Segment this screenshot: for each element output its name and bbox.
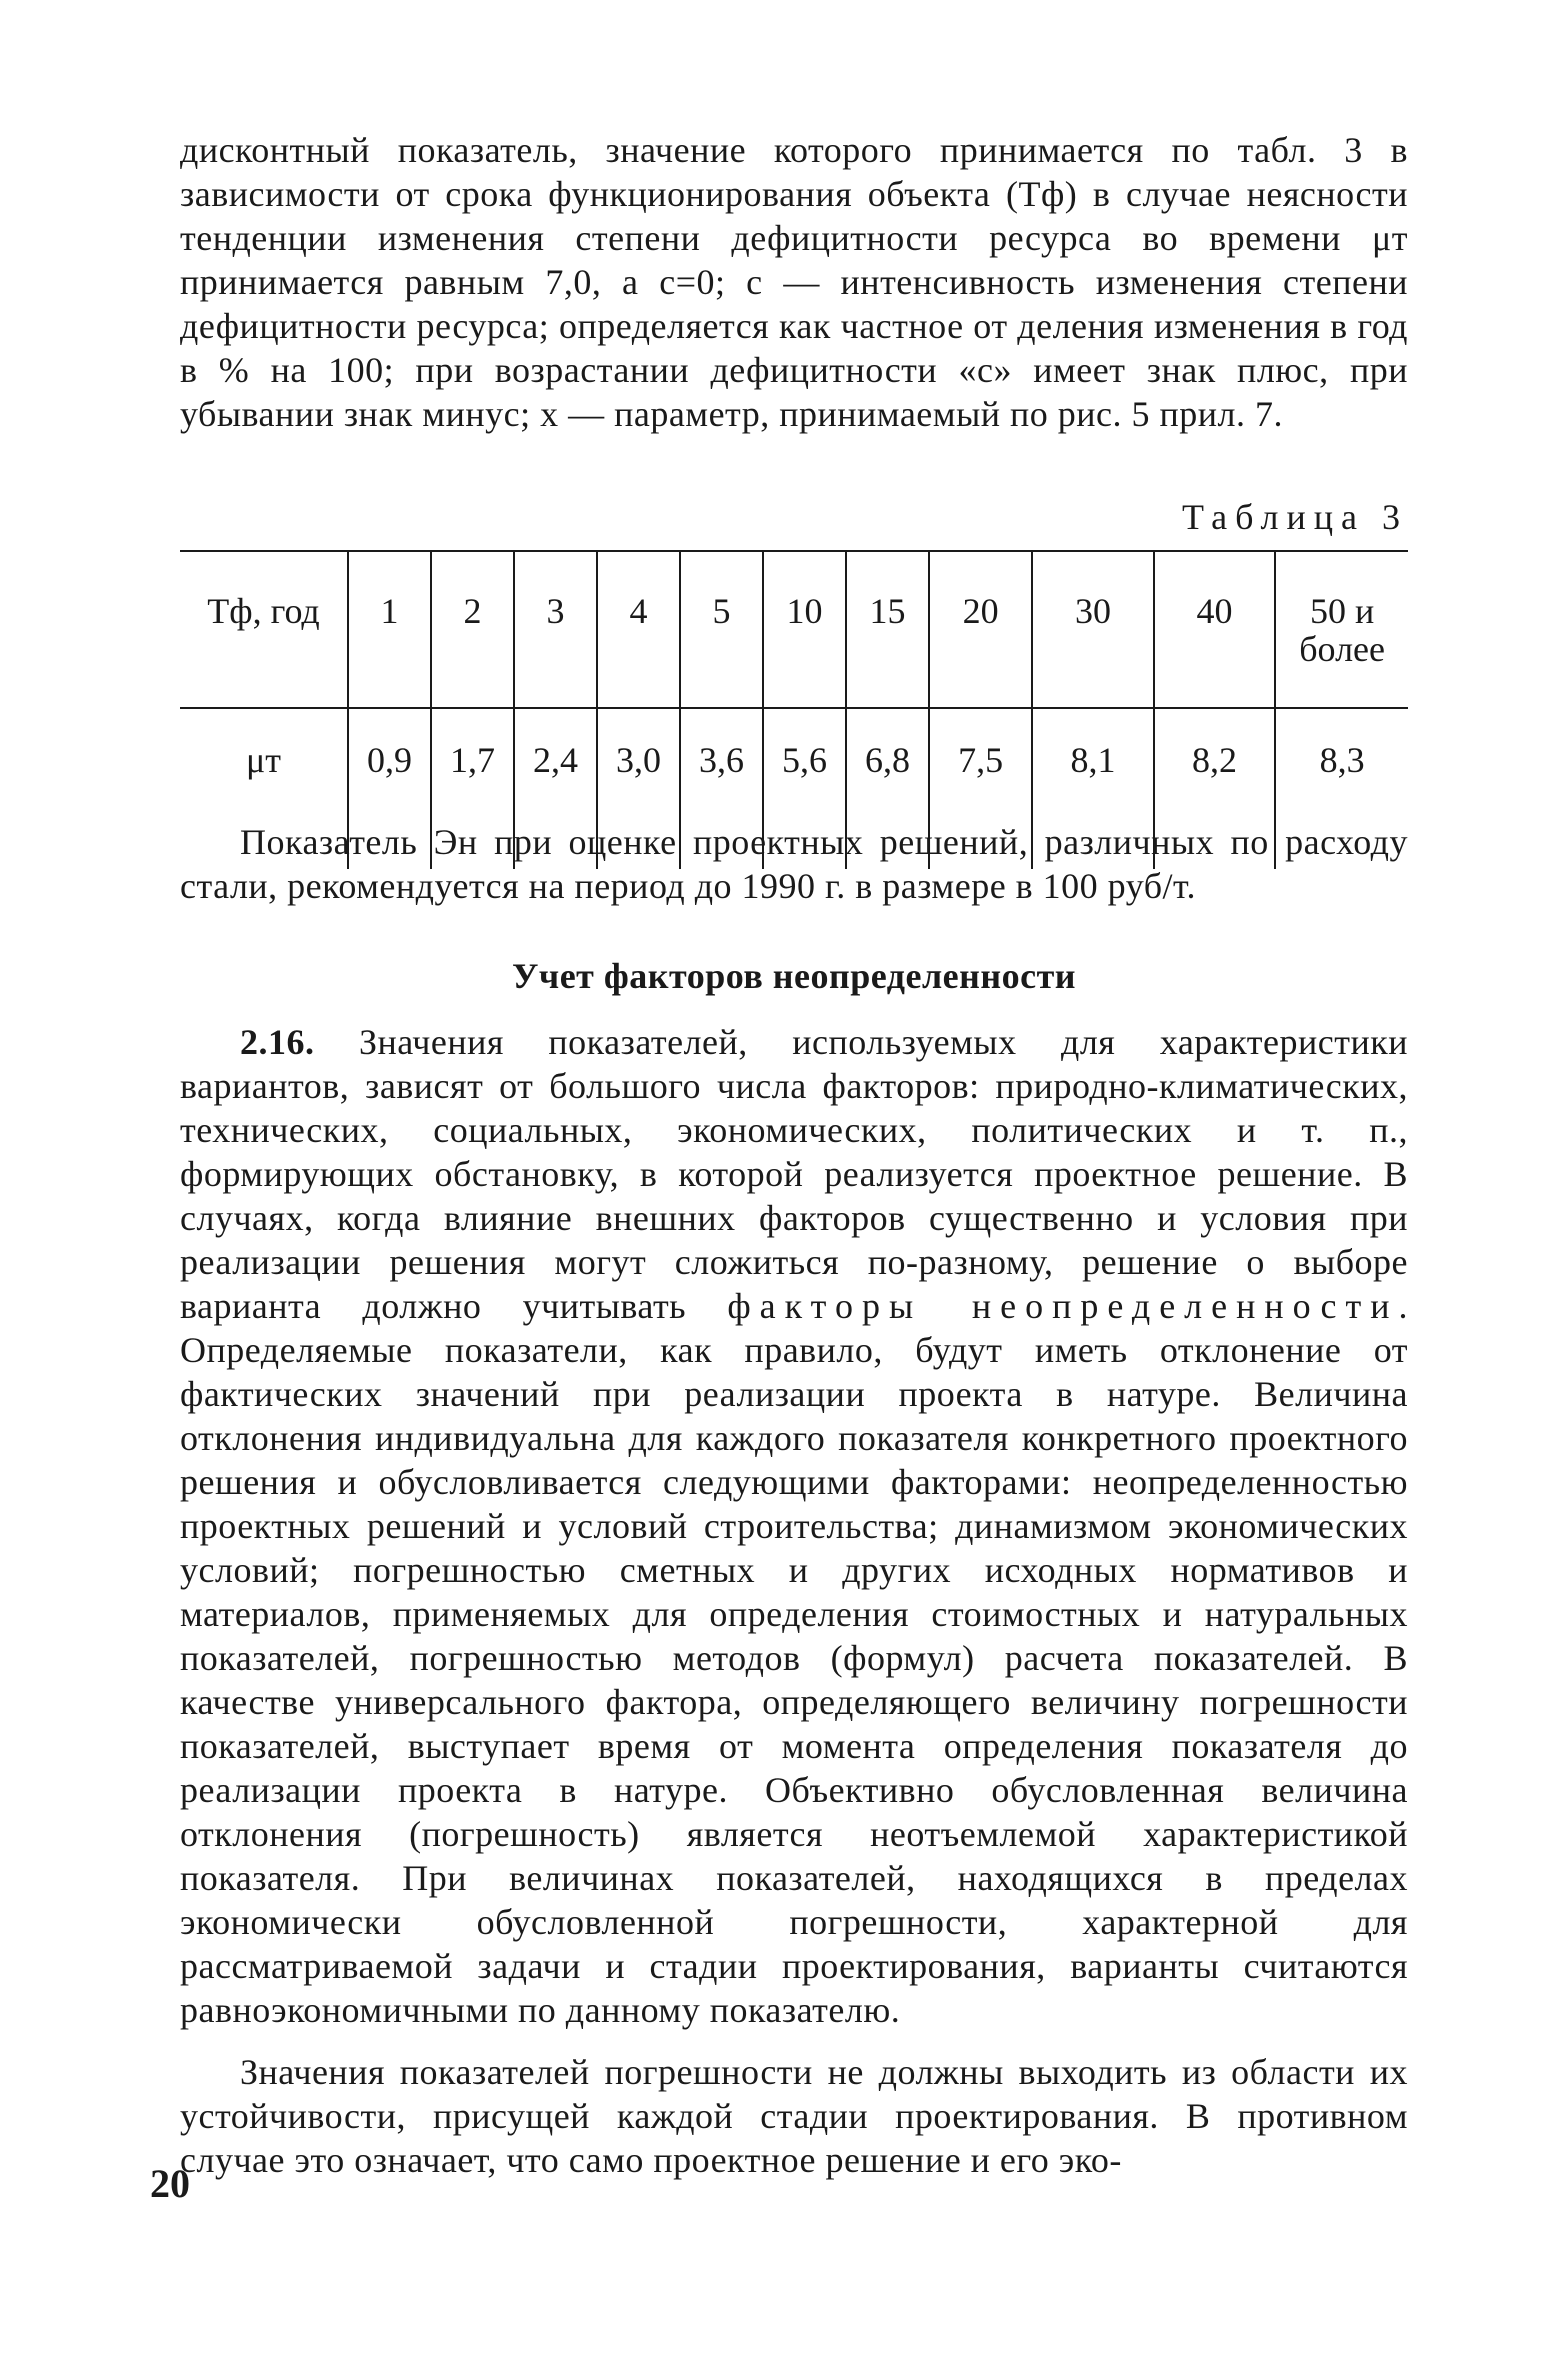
col-header: 15 [846, 551, 929, 708]
para-216-text-1: Значения показателей, используемых для характеристики вариантов, зависят от большого числа факторов: природно-климатических, технических, социальных, экономических, политических и т. п., формирующих обстановку, в которой реализуется проектное решение. В случаях, когда влияние внешних факторов существенно и условия при реализации решения могут сложиться по-разному, решение о выборе варианта должно учитывать [180, 1022, 1409, 1326]
table-caption: Таблица 3 [1182, 497, 1408, 537]
col-header: 5 [680, 551, 763, 708]
col-header: 3 [514, 551, 597, 708]
row2-label: μт [246, 740, 282, 780]
table-cell: 8,3 [1275, 708, 1408, 869]
col-header: 1 [348, 551, 431, 708]
para-number: 2.16. [240, 1022, 315, 1062]
section-heading: Учет факторов неопределенности [511, 956, 1077, 996]
col-header: 4 [597, 551, 680, 708]
col-header: 30 [1032, 551, 1153, 708]
table-cell: 2,4 [514, 708, 597, 869]
col-header: 40 [1154, 551, 1275, 708]
para-216-emphasis: факторы неопределенности [727, 1286, 1399, 1326]
col-header: 50 и более [1275, 551, 1408, 708]
table-cell: 7,5 [929, 708, 1032, 869]
table-cell: 5,6 [763, 708, 846, 869]
table-cell: 1,7 [431, 708, 514, 869]
table-cell: 0,9 [348, 708, 431, 869]
eh-paragraph-block [180, 820, 1408, 908]
table-cell: 3,6 [680, 708, 763, 869]
paragraph-top: дисконтный показатель, значение которого принимается по табл. 3 в зависимости от срока функционирования объекта (Tф) в случае неясности тенденции изменения степени дефицитности ресурса во времени μт принимается равным 7,0, а c=0; c — интенсивность изменения степени дефицитности ресурса; определяется как частное от деления изменения в год в % на 100; при возрастании дефицитности «c» имеет знак плюс, при убывании знак минус; x — параметр, принимаемый по рис. 5 прил. 7. [180, 130, 1408, 434]
paragraph-2-16 [180, 1020, 1408, 2032]
table-cell: 3,0 [597, 708, 680, 869]
top-paragraph-block [180, 128, 1408, 436]
para-216-text-2: . Определяемые показатели, как правило, будут иметь отклонение от фактических значений при реализации проекта в натуре. Величина отклонения индивидуальна для каждого показателя конкретного проектного решения и обусловливается следующими факторами: неопределенностью проектных решений и условий строительства; динамизмом экономических условий; погрешностью сметных и других исходных нормативов и материалов, применяемых для определения стоимостных и натуральных показателей, погрешностью методов (формул) расчета показателей. В качестве универсального фактора, определяющего величину погрешности показателей, выступает время от момента определения показателя до реализации проекта в натуре. Объективно обусловленная величина отклонения (погрешность) является неотъемлемой характеристикой показателя. При величинах показателей, находящихся в пределах экономически обусловленной погрешности, характерной для рассматриваемой задачи и стадии проектирования, варианты считаются равноэкономичными по данному показателю. [180, 1286, 1409, 2030]
paragraph-eh: Показатель Эн при оценке проектных решений, различных по расходу стали, рекомендуется на период до 1990 г. в размере в 100 руб/т. [180, 822, 1408, 906]
col-header: 2 [431, 551, 514, 708]
table-cell: 8,2 [1154, 708, 1275, 869]
table-cell: 6,8 [846, 708, 929, 869]
table-cell: 8,1 [1032, 708, 1153, 869]
last-paragraph-block [180, 2050, 1408, 2182]
row1-label: Tф, год [180, 551, 348, 708]
paragraph-last: Значения показателей погрешности не должны выходить из области их устойчивости, присущей каждой стадии проектирования. В противном случае это означает, что само проектное решение и его эко- [180, 2052, 1408, 2180]
col-header: 10 [763, 551, 846, 708]
page-number: 20 [150, 2161, 190, 2206]
para-216-block [180, 1020, 1408, 2032]
table-header-row [180, 551, 1408, 708]
col-header: 20 [929, 551, 1032, 708]
